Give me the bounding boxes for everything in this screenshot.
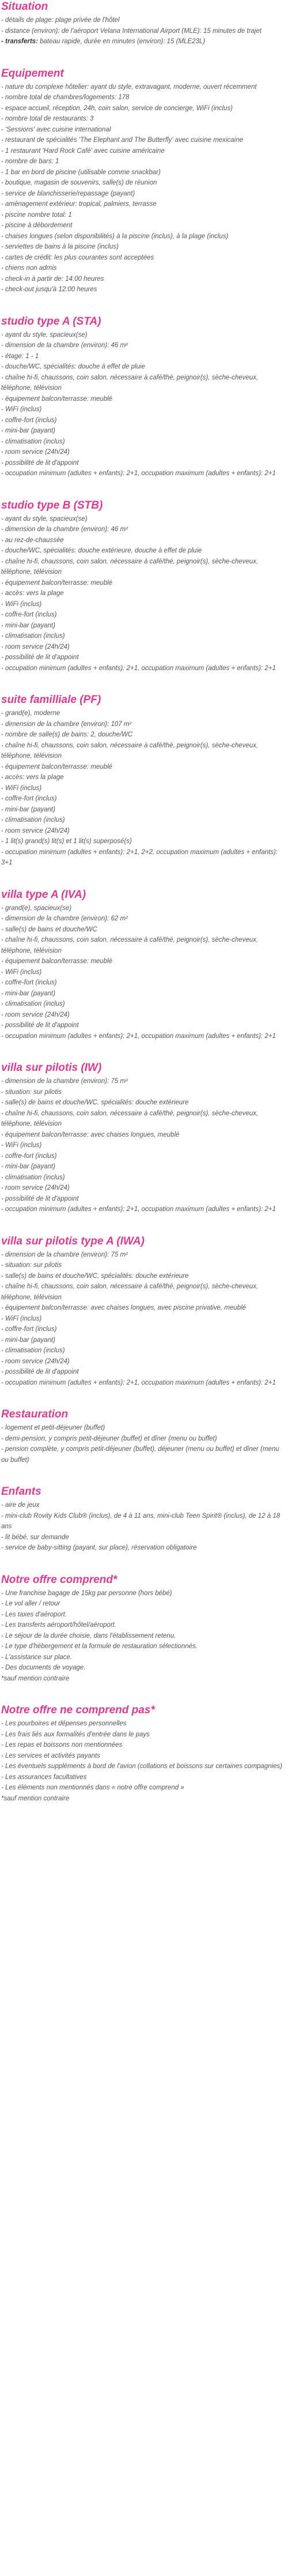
- restauration-title: Restauration: [1, 1408, 69, 1420]
- list-item: - serviettes de bains à la piscine (inclus): [1, 243, 119, 250]
- list-item: - pension complète, y compris petit-déjeuner (buffet), déjeuner (menu ou buffet) et dîner (menu ou buffet): [1, 1446, 279, 1464]
- list-item: - boutique, magasin de souvenirs, salle(s) de réunion: [1, 179, 157, 186]
- list-item: - possibilité de lit d'appoint: [1, 1195, 79, 1202]
- list-item: - ayant du style, spacieux(se): [1, 515, 88, 522]
- suite-list: [1, 708, 288, 868]
- list-item: - mini-bar (payant): [1, 990, 55, 997]
- list-item: - 'Sessions' avec cuisine international: [1, 126, 111, 133]
- list-item: - room service (24h/24): [1, 827, 70, 834]
- list-item: - possibilité de lit d'appoint: [1, 1368, 79, 1375]
- list-item: - Les éventuels suppléments à bord de l'avion (collations et boissons sur certaines compagnies): [1, 1763, 283, 1770]
- list-item: - salle(s) de bains et douche/WC, spécialités: douche extérieure: [1, 1272, 189, 1280]
- list-item: - possibilité de lit d'appoint: [1, 459, 79, 467]
- list-item: - mini-club Rovity Kids Club® (inclus), de 4 à 11 ans, mini-club Teen Spirit® (inclus), de 12 à 18 ans: [1, 1512, 281, 1530]
- list-item: - chiens non admis: [1, 265, 57, 272]
- list-item: - coffre-fort (inclus): [1, 1326, 57, 1333]
- list-item: - transferts: bateau rapide, durée en minutes (environ): 15 (MLE23L): [1, 38, 206, 45]
- list-item: - occupation minimum (adultes + enfants): 2+1, occupation maximum (adultes + enfants): 2+1: [1, 470, 276, 477]
- list-item: - 1 bar en bord de piscine (utilisable comme snackbar): [1, 168, 161, 176]
- list-item: - WiFi (inclus): [1, 1142, 42, 1149]
- list-item: - climatisation (inclus): [1, 1174, 65, 1181]
- list-item: - check-out jusqu'à 12:00 heures: [1, 286, 97, 293]
- list-item: - équipement balcon/terrasse: meublé: [1, 395, 113, 403]
- list-item: - situation: sur pilotis: [1, 1088, 62, 1096]
- list-item: - salle(s) de bains et douche/WC, spécialités: douche extérieure: [1, 1099, 189, 1106]
- list-item: - Les assurances facultatives: [1, 1773, 87, 1781]
- list-item: - grand(e), spacieux(se): [1, 904, 72, 912]
- list-item: - Le séjour de la durée choisie, dans l'établissement retenu.: [1, 1632, 176, 1639]
- studio-b-list: [1, 514, 288, 674]
- list-item: - room service (24h/24): [1, 1011, 70, 1018]
- comprend-title: Notre offre comprend*: [1, 1573, 118, 1586]
- list-item: - WiFi (inclus): [1, 784, 42, 792]
- list-item: - occupation minimum (adultes + enfants): 2+1, 2+2, occupation maximum (adultes + enfants): 3+1: [1, 848, 278, 866]
- list-item: - service de blanchisserie/repassage (payant): [1, 190, 135, 197]
- list-item: - possibilité de lit d'appoint: [1, 1022, 79, 1029]
- suite-section: [0, 693, 288, 868]
- studio-a-section: [0, 315, 288, 479]
- comprend-section: [0, 1573, 288, 1684]
- list-item: - room service (24h/24): [1, 1357, 70, 1365]
- enfants-title: Enfants: [1, 1486, 41, 1498]
- list-item: - grand(e), moderne: [1, 710, 60, 717]
- list-item: - Les services et activités payants: [1, 1752, 100, 1759]
- list-item: - cartes de crédit: les plus courantes sont acceptées: [1, 254, 154, 261]
- list-item: - Les repas et boissons non mentionnées: [1, 1742, 123, 1748]
- list-item: - Des documents de voyage.: [1, 1664, 86, 1671]
- list-item: - 1 lit(s) grand(s) lit(s) et 1 lit(s) superposé(s): [1, 838, 132, 845]
- situation-title: Situation: [1, 1, 48, 13]
- list-item: - dimension de la chambre (environ): 46 m²: [1, 342, 128, 349]
- list-item: - room service (24h/24): [1, 643, 70, 650]
- restauration-list: [1, 1423, 288, 1465]
- list-item: - coffre-fort (inclus): [1, 611, 57, 618]
- list-item: - piscine à débordement: [1, 222, 73, 229]
- list-item: - aménagement extérieur: tropical, palmiers, terrasse: [1, 201, 157, 208]
- list-item: - chaîne hi-fi, chaussons, coin salon, nécessaire à café/thé, peignoir(s), sèche-cheveux, téléphone, télévision: [1, 742, 259, 759]
- villa-a-title: villa type A (IVA): [1, 888, 86, 901]
- equipement-title: Equipement: [1, 67, 64, 80]
- list-item: - WiFi (inclus): [1, 968, 42, 976]
- equipement-section: [0, 67, 288, 295]
- enfants-list: [1, 1500, 288, 1554]
- list-item: - équipement balcon/terrasse: meublé: [1, 763, 113, 770]
- list-item: - logement et petit-déjeuner (buffet): [1, 1424, 105, 1431]
- list-item: - dimension de la chambre (environ): 62 m²: [1, 915, 128, 922]
- list-item: - chaîne hi-fi, chaussons, coin salon, nécessaire à café/thé, peignoir(s), sèche-cheveux, téléphone, télévision: [1, 1110, 259, 1127]
- list-item: - demi-pension, y compris petit-déjeuner (buffet) et dîner (menu ou buffet): [1, 1435, 217, 1442]
- list-item: - restaurant de spécialités 'The Elephant and The Butterfly' avec cuisine mexicaine: [1, 137, 243, 144]
- list-item: - Le vol aller / retour: [1, 1600, 60, 1607]
- list-item: - Les transferts aéroport/hôtel/aéroport.: [1, 1622, 117, 1629]
- equipement-list: [1, 82, 288, 295]
- villa-pilotis-a-title: villa sur pilotis type A (IWA): [1, 1235, 145, 1247]
- list-item: - mini-bar (payant): [1, 1336, 55, 1344]
- list-item: - distance (environ): de l'aéroport Velana International Airport (MLE): 15 minutes de trajet: [1, 27, 262, 35]
- villa-pilotis-a-section: [0, 1235, 288, 1389]
- list-item: - possibilité de lit d'appoint: [1, 654, 79, 661]
- list-item: - détails de plage: plage privée de l'hôtel: [1, 17, 120, 24]
- list-item: - chaises longues (selon disponibilités) à la piscine (inclus), à la plage (inclus): [1, 232, 229, 240]
- list-item: - chaîne hi-fi, chaussons, coin salon, nécessaire à café/thé, peignoir(s), sèche-cheveux, téléphone, télévision: [1, 374, 259, 392]
- list-item: - piscine nombre total: 1: [1, 211, 72, 219]
- list-item: - équipement balcon/terrasse: meublé: [1, 958, 113, 965]
- villa-pilotis-a-list: [1, 1250, 288, 1389]
- list-item: - check-in à partir de: 14:00 heures: [1, 275, 104, 283]
- list-item: - équipement balcon/terrasse: avec chaises longues, meublé: [1, 1131, 180, 1138]
- list-item: - climatisation (inclus): [1, 438, 65, 445]
- ne-comprend-title: Notre offre ne comprend pas*: [1, 1704, 155, 1716]
- list-item: - aire de jeux: [1, 1502, 40, 1509]
- list-item: - nombre total de restaurants: 3: [1, 115, 94, 122]
- list-item: - chaîne hi-fi, chaussons, coin salon, nécessaire à café/thé, peignoir(s), sèche-cheveux, téléphone, télévision: [1, 558, 259, 576]
- list-item: - climatisation (inclus): [1, 633, 65, 640]
- list-item: - nombre de salle(s) de bains: 2, douche/WC: [1, 731, 133, 738]
- list-item: - mini-bar (payant): [1, 622, 55, 629]
- list-item: - occupation minimum (adultes + enfants): 2+1, occupation maximum (adultes + enfants): 2+1: [1, 664, 276, 672]
- list-item: - service de baby-sitting (payant, sur place), réservation obligatoire: [1, 1544, 197, 1551]
- studio-a-list: [1, 330, 288, 479]
- list-item: - nombre total de chambres/logements: 178: [1, 94, 130, 101]
- studio-b-section: [0, 499, 288, 674]
- list-item: - Les éléments non mentionnés dans « notre offre comprend »: [1, 1784, 184, 1791]
- villa-pilotis-title: villa sur pilotis (IW): [1, 1062, 102, 1074]
- list-item: - Les taxes d'aéroport.: [1, 1611, 67, 1618]
- villa-pilotis-section: [0, 1061, 288, 1215]
- enfants-section: [0, 1485, 288, 1554]
- list-item: - douche/WC, spécialités: douche extérieure, douche à effet de pluie: [1, 547, 202, 554]
- list-item: - 1 restaurant 'Hard Rock Café' avec cuisine américaine: [1, 147, 165, 155]
- list-item: - coffre-fort (inclus): [1, 979, 57, 986]
- list-item: - au rez-de-chaussée: [1, 536, 64, 544]
- list-item: - Les frais liés aux formalités d'entrée dans le pays: [1, 1731, 150, 1738]
- list-item: - étage: 1 - 1: [1, 352, 39, 360]
- situation-section: [0, 0, 288, 47]
- list-item: - mini-bar (payant): [1, 1163, 55, 1170]
- studio-a-title: studio type A (STA): [1, 315, 101, 328]
- villa-a-section: [0, 888, 288, 1042]
- list-item: - dimension de la chambre (environ): 75 m²: [1, 1078, 128, 1085]
- list-item: - climatisation (inclus): [1, 1347, 65, 1354]
- list-item: - chaîne hi-fi, chaussons, coin salon, nécessaire à café/thé, peignoir(s), sèche-cheveux, téléphone, télévision: [1, 937, 259, 954]
- list-item: *sauf mention contraire: [1, 1795, 70, 1802]
- list-item: - Le type d'hébergement et la formule de restauration sélectionnés.: [1, 1643, 198, 1650]
- list-item: - dimension de la chambre (environ): 107 m²: [1, 720, 132, 728]
- list-item: *sauf mention contraire: [1, 1675, 70, 1682]
- list-item: - coffre-fort (inclus): [1, 795, 57, 802]
- list-item: - accès: vers la plage: [1, 774, 64, 781]
- villa-a-list: [1, 903, 288, 1042]
- list-item: - coffre-fort (inclus): [1, 416, 57, 424]
- studio-b-title: studio type B (STB): [1, 499, 103, 512]
- list-item: - nombre de bars: 1: [1, 158, 59, 165]
- suite-title: suite familliale (PF): [1, 694, 101, 706]
- list-item: - douche/WC, spécialités: douche à effet de pluie: [1, 363, 145, 370]
- list-item: - salle(s) de bains et douche/WC: [1, 926, 97, 933]
- list-item: - équipement balcon/terrasse: avec chaises longues, avec piscine privative, meublé: [1, 1304, 247, 1311]
- list-item: - lit bébé, sur demande: [1, 1533, 69, 1541]
- list-item: - accès: vers la plage: [1, 590, 64, 597]
- list-item: - WiFi (inclus): [1, 1315, 42, 1322]
- list-item: - coffre-fort (inclus): [1, 1152, 57, 1160]
- list-item: - climatisation (inclus): [1, 817, 65, 823]
- restauration-section: [0, 1408, 288, 1465]
- list-item: - espace accueil, réception, 24h, coin salon, service de concierge, WiFi (inclus): [1, 104, 233, 112]
- villa-pilotis-list: [1, 1076, 288, 1215]
- list-item: - dimension de la chambre (environ): 46 m²: [1, 526, 128, 533]
- list-item: - Les pourboires et dépenses personnelles: [1, 1720, 127, 1727]
- list-item: - ayant du style, spacieux(se): [1, 331, 88, 339]
- list-item: - dimension de la chambre (environ): 75 m²: [1, 1251, 128, 1258]
- list-item: - WiFi (inclus): [1, 600, 42, 608]
- list-item: - WiFi (inclus): [1, 406, 42, 413]
- list-item: - L'assistance sur place.: [1, 1653, 73, 1661]
- list-item: - équipement balcon/terrasse: meublé: [1, 579, 113, 586]
- list-item: - situation: sur pilotis: [1, 1262, 62, 1269]
- list-item: - mini-bar (payant): [1, 427, 55, 434]
- list-item: - room service (24h/24): [1, 449, 70, 456]
- list-item: - occupation minimum (adultes + enfants): 2+1, occupation maximum (adultes + enfants): 2+1: [1, 1379, 276, 1386]
- comprend-list: [1, 1588, 288, 1684]
- list-item: - occupation minimum (adultes + enfants): 2+1, occupation maximum (adultes + enfants): 2+1: [1, 1206, 276, 1213]
- list-item: - mini-bar (payant): [1, 806, 55, 813]
- list-item: - room service (24h/24): [1, 1184, 70, 1191]
- list-item: - Une franchise bagage de 15kg par personne (hors bébé): [1, 1589, 172, 1597]
- ne-comprend-section: [0, 1703, 288, 1804]
- list-item: - occupation minimum (adultes + enfants): 2+1, occupation maximum (adultes + enfants): 2+1: [1, 1032, 276, 1040]
- list-item: - chaîne hi-fi, chaussons, coin salon, nécessaire à café/thé, peignoir(s), sèche-cheveux, téléphone, télévision: [1, 1283, 259, 1301]
- list-item: - nature du complexe hôtelier: ayant du style, extravagant, moderne, ouvert récemment: [1, 83, 257, 91]
- situation-list: [1, 15, 288, 47]
- ne-comprend-list: [1, 1718, 288, 1804]
- list-item: - climatisation (inclus): [1, 1001, 65, 1007]
